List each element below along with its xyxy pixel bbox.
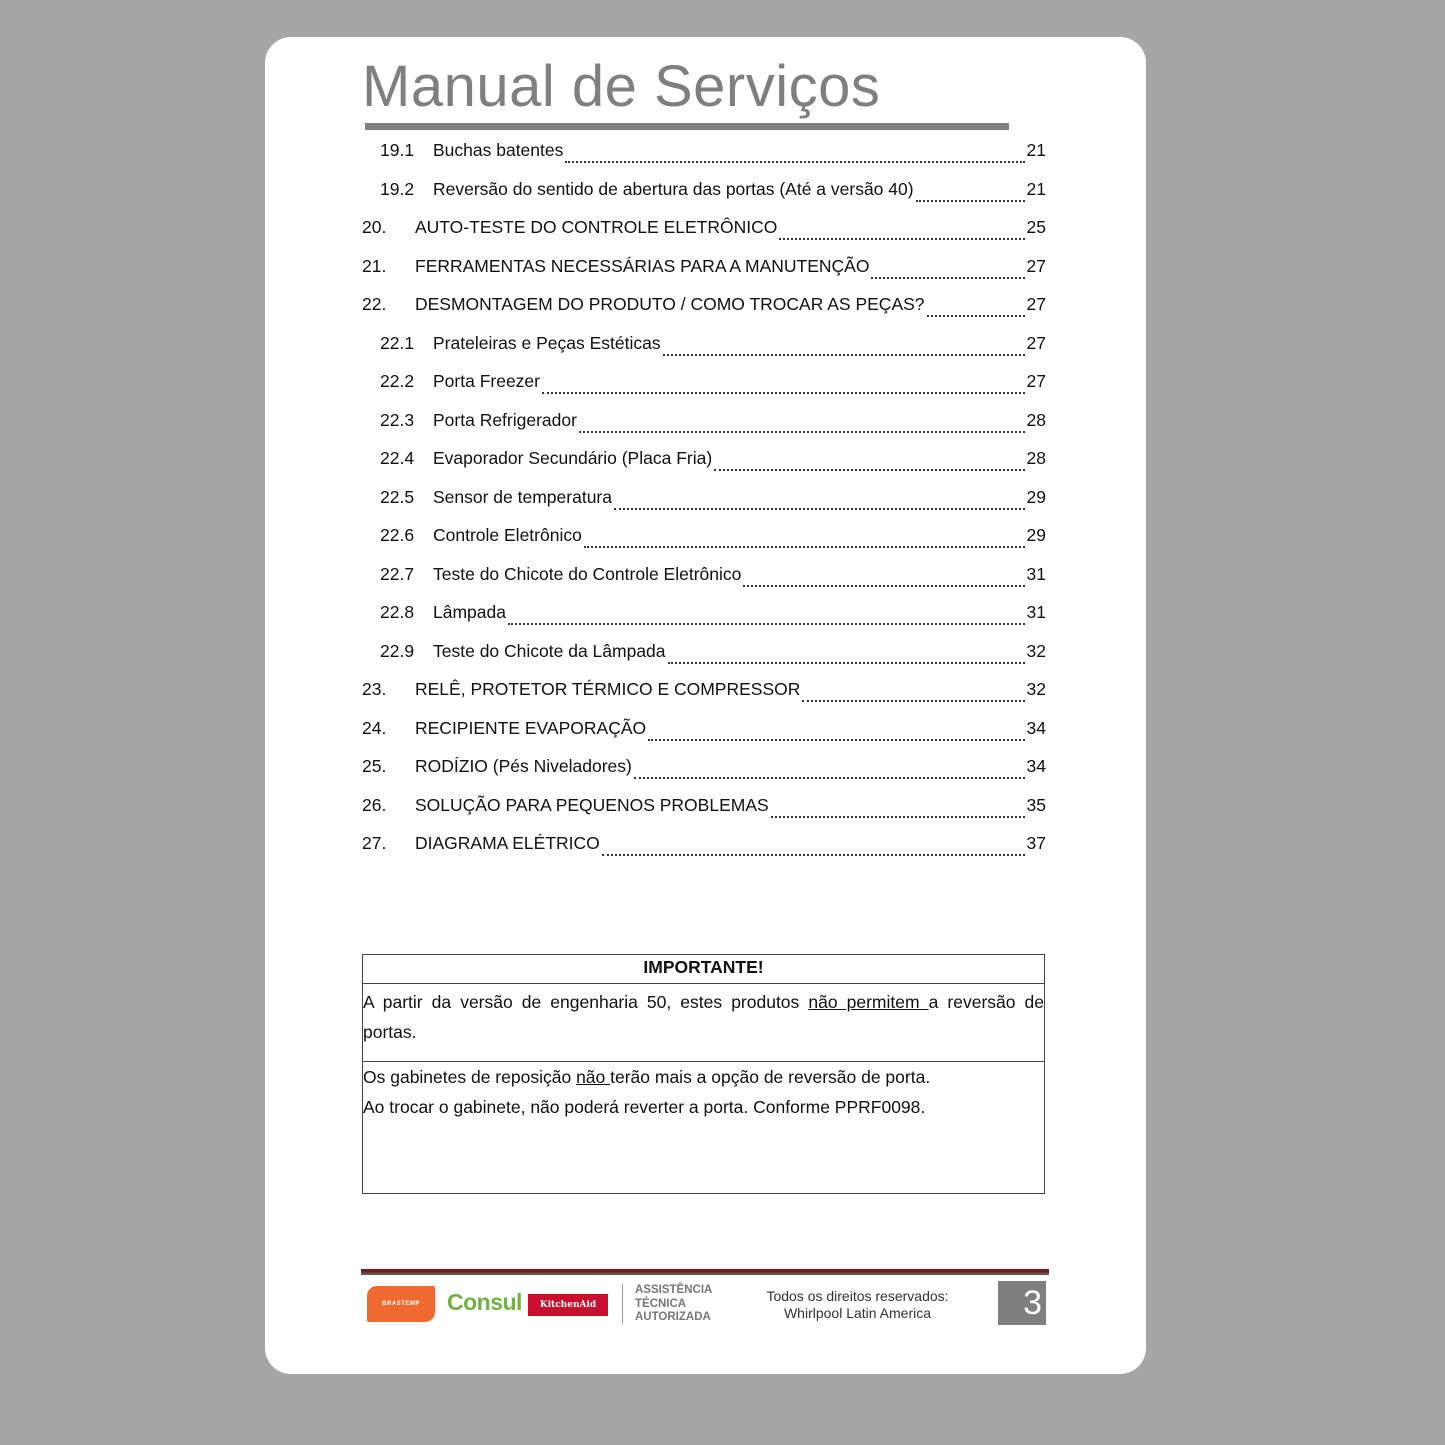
toc-entry-number: 22.8 [380, 602, 415, 622]
assist-line: ASSISTÊNCIA [635, 1284, 713, 1296]
toc-entry-page: 25 [1026, 217, 1046, 237]
toc-leader-dots [668, 662, 1025, 664]
toc-leader-dots [634, 777, 1025, 779]
toc-entry-page: 28 [1026, 448, 1046, 468]
toc-leader-dots [916, 200, 1025, 202]
toc-entry-page: 35 [1026, 794, 1046, 815]
toc-entry-title: Controle Eletrônico [433, 525, 582, 545]
rights-line: Todos os direitos reservados: [766, 1288, 949, 1304]
toc-entry-page: 32 [1026, 640, 1046, 661]
notice-underlined-text: não permitem [808, 992, 929, 1012]
notice-text: a reversão de portas. [363, 992, 1044, 1042]
toc-entry[interactable] [362, 564, 1046, 594]
toc-entry-page: 31 [1026, 602, 1046, 622]
toc-entry-title: DIAGRAMA ELÉTRICO [415, 833, 600, 853]
assist-line: TÉCNICA [635, 1297, 687, 1310]
toc-entry[interactable] [362, 217, 1046, 247]
toc-leader-dots [508, 623, 1025, 625]
toc-entry-page: 27 [1026, 332, 1046, 353]
toc-entry[interactable] [362, 833, 1046, 863]
toc-entry-number: 22. [362, 294, 387, 314]
toc-entry-number: 22.3 [380, 409, 415, 430]
toc-leader-dots [584, 546, 1025, 548]
toc-entry-title: DESMONTAGEM DO PRODUTO / COMO TROCAR AS PEÇAS? [415, 294, 925, 314]
assist-line: AUTORIZADA [635, 1311, 711, 1323]
toc-entry-page: 29 [1026, 525, 1046, 545]
toc-entry[interactable] [362, 410, 1046, 440]
toc-entry[interactable] [362, 795, 1046, 825]
toc-entry-number: 22.2 [380, 371, 415, 391]
toc-entry-title: Buchas batentes [433, 140, 564, 160]
toc-entry-page: 28 [1026, 409, 1046, 430]
consul-logo: Consul [447, 1289, 522, 1315]
toc-entry[interactable] [362, 179, 1046, 209]
notice-text: terão mais a opção de reversão de porta. [610, 1067, 931, 1087]
toc-leader-dots [648, 739, 1024, 741]
toc-leader-dots [714, 469, 1024, 471]
toc-entry-number: 22.4 [380, 448, 415, 468]
toc-entry-title: Porta Freezer [433, 371, 540, 391]
toc-entry-page: 27 [1026, 255, 1046, 276]
toc-entry-page: 34 [1026, 717, 1046, 738]
toc-entry[interactable] [362, 756, 1046, 786]
toc-entry-number: 22.7 [380, 563, 415, 584]
toc-entry-number: 27. [362, 833, 387, 853]
toc-leader-dots [871, 277, 1024, 279]
toc-entry[interactable] [362, 718, 1046, 748]
toc-leader-dots [663, 354, 1025, 356]
toc-entry[interactable] [362, 256, 1046, 286]
toc-leader-dots [579, 431, 1025, 433]
toc-leader-dots [565, 161, 1024, 163]
toc-entry-number: 21. [362, 255, 387, 276]
toc-entry-title: RECIPIENTE EVAPORAÇÃO [415, 717, 647, 738]
footer-divider [361, 1269, 1049, 1275]
toc-entry-title: RODÍZIO (Pés Niveladores) [415, 756, 632, 776]
document-page [265, 37, 1146, 1374]
toc-entry-number: 20. [362, 217, 387, 237]
toc-entry-page: 21 [1026, 178, 1046, 199]
toc-entry-title: FERRAMENTAS NECESSÁRIAS PARA A MANUTENÇÃO [415, 255, 870, 276]
toc-entry[interactable] [362, 333, 1046, 363]
toc-entry-number: 22.1 [380, 332, 415, 353]
important-notice-box [362, 954, 1045, 1194]
toc-entry-title: Lâmpada [433, 602, 506, 622]
toc-entry-number: 25. [362, 756, 387, 776]
toc-leader-dots [927, 315, 1025, 317]
toc-entry-page: 21 [1026, 140, 1046, 160]
toc-entry-page: 27 [1026, 294, 1046, 314]
toc-entry[interactable] [362, 641, 1046, 671]
toc-entry-number: 24. [362, 717, 387, 738]
toc-entry[interactable] [362, 294, 1046, 324]
notice-line [363, 1062, 1044, 1092]
notice-line: Ao trocar o gabinete, não poderá reverter a porta. Conforme PPRF0098. [363, 1097, 926, 1117]
toc-entry[interactable] [362, 140, 1046, 170]
footer-vertical-divider [622, 1284, 623, 1324]
toc-entry-page: 31 [1026, 563, 1046, 584]
toc-entry-title: Prateleiras e Peças Estéticas [433, 332, 661, 353]
copyright-notice [735, 1288, 980, 1322]
toc-entry-title: Porta Refrigerador [433, 409, 577, 430]
toc-entry[interactable] [362, 487, 1046, 517]
toc-entry-number: 19.1 [380, 140, 415, 160]
toc-leader-dots [779, 238, 1024, 240]
notice-text: A partir da versão de engenharia 50, estes produtos [363, 992, 809, 1012]
toc-entry-title: SOLUÇÃO PARA PEQUENOS PROBLEMAS [415, 794, 769, 815]
toc-entry-number: 23. [362, 679, 387, 699]
toc-entry[interactable] [362, 602, 1046, 632]
toc-entry-number: 19.2 [380, 178, 415, 199]
rights-line: Whirlpool Latin America [783, 1305, 932, 1321]
toc-entry[interactable] [362, 679, 1046, 709]
toc-entry-title: AUTO-TESTE DO CONTROLE ELETRÔNICO [415, 217, 778, 237]
toc-leader-dots [743, 585, 1024, 587]
toc-entry-number: 26. [362, 794, 387, 815]
notice-paragraph-1 [363, 984, 1044, 1062]
toc-entry-title: Sensor de temperatura [433, 486, 612, 507]
toc-entry-number: 22.5 [380, 486, 415, 507]
kitchenaid-logo: KitchenAid [528, 1294, 608, 1316]
toc-leader-dots [771, 816, 1025, 818]
page-title: Manual de Serviços [362, 54, 881, 119]
toc-leader-dots [614, 508, 1025, 510]
toc-leader-dots [542, 392, 1025, 394]
toc-entry-page: 34 [1026, 756, 1046, 776]
toc-entry-page: 32 [1026, 679, 1046, 699]
toc-entry-page: 37 [1026, 833, 1046, 853]
toc-leader-dots [802, 700, 1024, 702]
toc-entry[interactable] [362, 371, 1046, 401]
title-divider [365, 123, 1009, 130]
toc-entry[interactable] [362, 525, 1046, 555]
toc-leader-dots [602, 854, 1025, 856]
toc-entry-title: Reversão do sentido de abertura das portas (Até a versão 40) [433, 178, 914, 199]
notice-heading: IMPORTANTE! [363, 955, 1044, 984]
page-number: 3 [998, 1281, 1046, 1325]
toc-entry-number: 22.9 [380, 640, 415, 661]
authorized-assistance-label [635, 1284, 712, 1325]
notice-text: Os gabinetes de reposição [363, 1067, 577, 1087]
toc-entry[interactable] [362, 448, 1046, 478]
notice-underlined-text: não [576, 1067, 611, 1087]
toc-entry-title: Evaporador Secundário (Placa Fria) [433, 448, 713, 468]
brastemp-logo: BRASTEMP [367, 1286, 435, 1322]
toc-entry-page: 27 [1026, 371, 1046, 391]
toc-entry-title: RELÊ, PROTETOR TÉRMICO E COMPRESSOR [415, 679, 801, 699]
toc-entry-title: Teste do Chicote da Lâmpada [433, 640, 666, 661]
toc-entry-title: Teste do Chicote do Controle Eletrônico [433, 563, 742, 584]
toc-entry-page: 29 [1026, 486, 1046, 507]
toc-entry-number: 22.6 [380, 525, 415, 545]
notice-paragraph-2 [363, 1062, 1044, 1122]
